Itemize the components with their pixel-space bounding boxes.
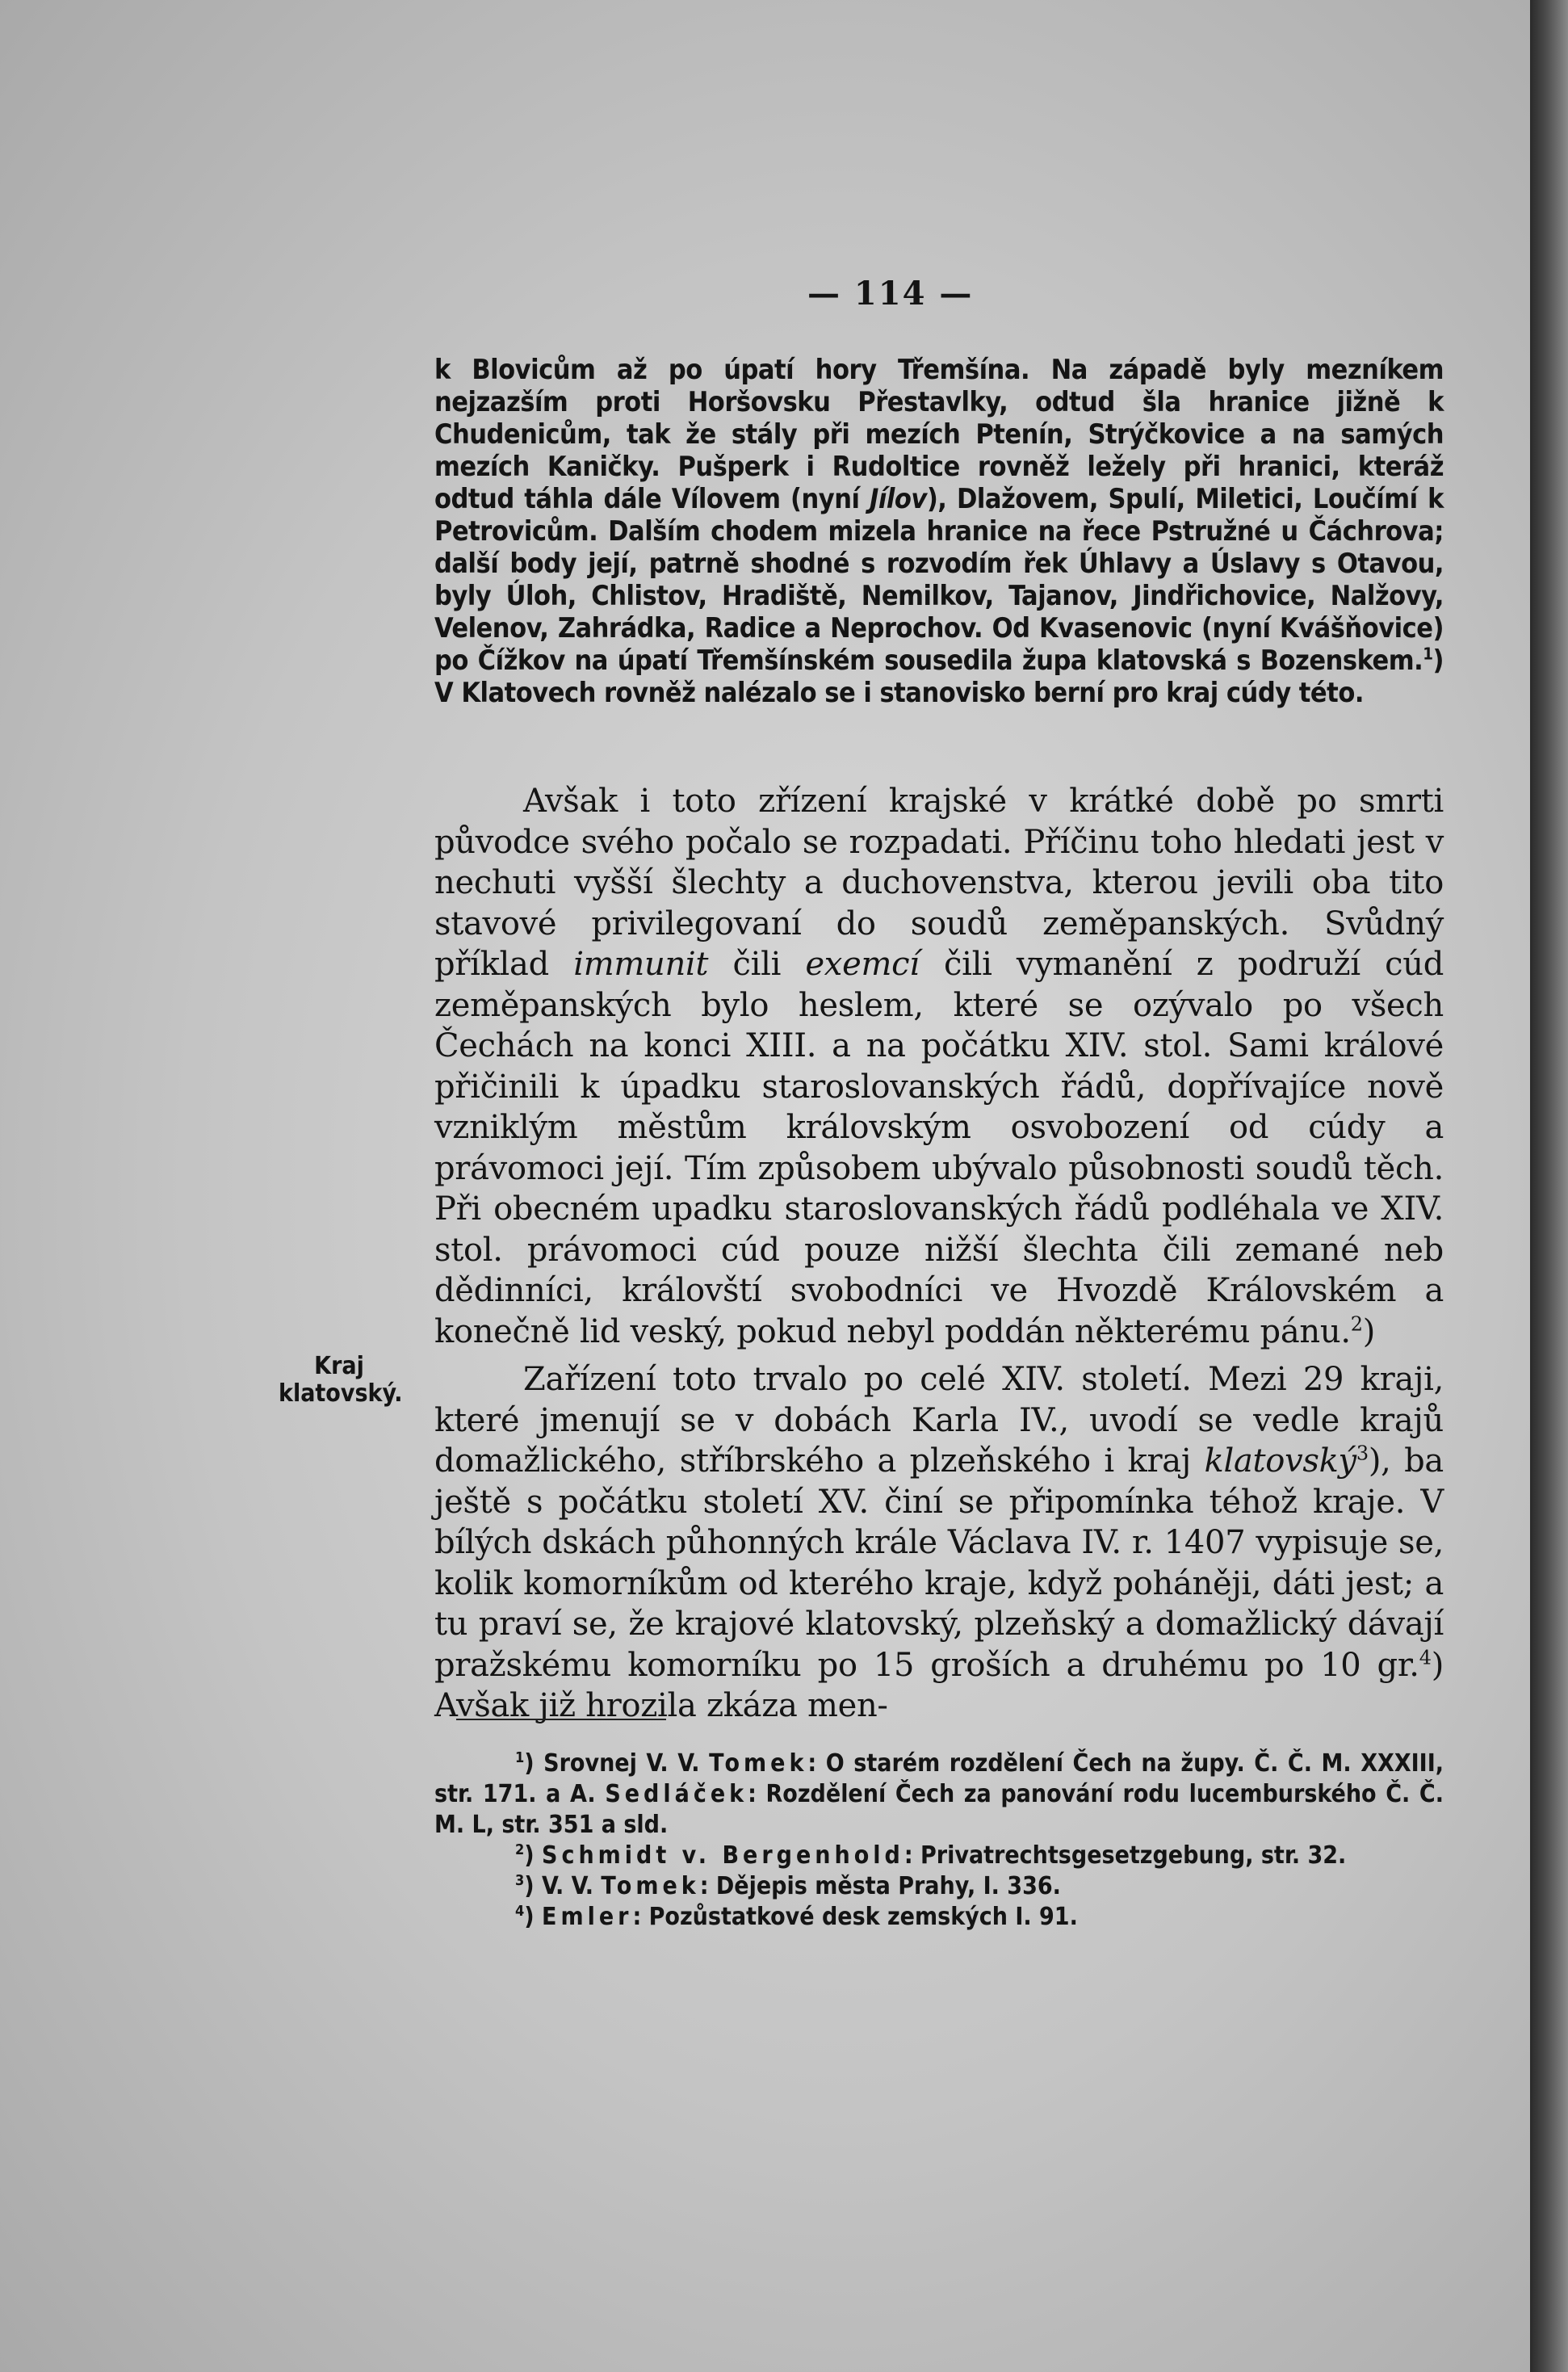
footnote-2-marker: 2 [515,1841,525,1858]
footnote-1-author: Tomek [709,1749,808,1778]
page-number: — 114 — [807,275,974,313]
margin-note-line-2: klatovský. [279,1379,403,1408]
footnote-1-text-2: : Rozdělení Čech za panování rodu lucemburského Č. Č. M. L, str. 351 a sld. [434,1780,1444,1839]
paragraph-klatovy-text-1: Zařízení toto trvalo po celé XIV. století. Mezi 29 kraji, které jmenují se v dobách Karla IV., uvodí se vedle krajů domažlického, stříbrského a plzeňského i kraj [434,1361,1444,1480]
footnote-1-author-2: Sedláček [605,1780,748,1808]
footnote-2 [434,1841,1444,1871]
footnote-1-lead: ) Srovnej V. V. [524,1749,700,1778]
italic-immunit: immunit [573,946,709,983]
paragraph-klatovy-text-2: ), ba ještě s počátku století XV. činí se připomínka téhož kraje. V bílých dskách půhonných krále Václava IV. r. 1407 vypisuje se, kolik komorníkům od kterého kraje, když poháněji, dáti jest; a tu praví se, že krajové klatovský, plzeňský a domažlický dávají pražskému komorníku po 15 groších a druhému po 10 gr. [434,1442,1444,1684]
footnote-2-lead: ) [524,1841,535,1870]
continuation-text-2: ), Dlažovem, Spulí, Miletici, Loučímí k Petrovicům. Dalším chodem mizela hranice na řece Pstružné u Čáchrova; další body její, patrně shodné s rozvodím řek Úhlavy a Úslavy s Otavou, byly Úloh, Chlistov, Hradiště, Nemilkov, Tajanov, Jindřichovice, Nalžovy, Velenov, Zahrádka, Radice a Neprochov. Od Kvasenovic (nyní Kvášňovice) po Čížkov na úpatí Třemšínském sousedila župa klatovská s Bozenskem. [434,483,1444,677]
footnote-3 [434,1871,1444,1902]
italic-exemci: exemcí [805,946,920,983]
continuation-paragraph [434,354,1444,709]
footnote-2-text: : Privatrechtsgesetzgebung, str. 32. [903,1841,1347,1870]
footnote-1-text: : O starém rozdělení Čech na župy. Č. Č. M. XXXIII, str. 171. a A. [434,1749,1444,1808]
footnote-4-lead: ) [524,1903,535,1931]
footnote-ref-1: 1 [1423,644,1433,664]
footnote-3-lead: ) V. V. [524,1872,593,1900]
footnote-3-text: : Dějepis města Prahy, I. 336. [699,1872,1061,1900]
paragraph-decline [434,781,1444,1352]
footnote-ref-3: 3 [1356,1442,1369,1465]
footnote-ref-4: 4 [1419,1646,1432,1669]
footnotes [434,1749,1444,1933]
book-spine-shadow [1530,0,1568,2372]
footnote-divider [456,1719,666,1720]
footnote-1-marker: 1 [515,1749,525,1766]
paragraph-decline-text-3: čili vymanění z podruží cúd zeměpanských bylo heslem, které se ozývalo po všech Čechách na konci XIII. a na počátku XIV. stol. Sami králové přičinili k úpadku staroslovanských řádů, dopřívajíce nově vzniklým městům královským osvobození od cúdy a právomoci její. Tím způsobem ubývalo působnosti soudů těch. Při obecném upadku staroslovanských řádů podléhala ve XIV. stol. právomoci cúd pouze nižší šlechta čili zemané neb dědinníci, královští svobodníci ve Hvozdě Královském a konečně lid veský, pokud nebyl poddán některému pánu. [434,946,1444,1350]
continuation-text: k Blovicům až po úpatí hory Třemšína. Na západě byly mezníkem nejzazším proti Horšovsku Přestavlky, odtud šla hranice jižně k Chudenicům, tak že stály při mezích Ptenín, Strýčkovice a na samých mezích Kaničky. Pušperk i Rudoltice rovněž ležely při hranici, kteráž odtud táhla dále Vílovem (nyní [434,354,1444,515]
paragraph-decline-text-1: Avšak i toto zřízení krajské v krátké době po smrti původce svého počalo se rozpadati. Příčinu toho hledati jest v nechuti vyšší šlechty a duchovenstva, kterou jevili oba tito stavové privilegovaní do soudů zeměpanských. Svůdný příklad [434,783,1444,983]
italic-place-name: Jílov [870,483,927,515]
footnote-ref-2: 2 [1350,1312,1363,1336]
footnote-4-text: : Pozůstatkové desk zemských I. 91. [632,1903,1078,1931]
paragraph-klatovy-text-3: ) Avšak již hrozila zkáza men- [434,1646,1444,1724]
continuation-text-3: ) V Klatovech rovněž nalézalo se i stanovisko berní pro kraj cúdy této. [434,644,1444,709]
italic-klatovsky: klatovský [1204,1442,1356,1480]
paragraph-klatovy-region [434,1359,1444,1727]
footnote-2-author: Schmidt v. Bergenhold [542,1841,904,1870]
footnote-1 [434,1749,1444,1841]
footnote-3-marker: 3 [515,1872,525,1889]
footnote-4-author: Emler [542,1903,633,1931]
paragraph-decline-text-2: čili [732,946,782,983]
margin-note [279,1352,403,1408]
margin-note-line-1: Kraj [314,1352,364,1380]
footnote-3-author: Tomek [601,1872,700,1900]
footnote-4-marker: 4 [515,1903,525,1920]
paragraph-decline-end: ) [1362,1312,1376,1350]
footnote-4 [434,1902,1444,1933]
